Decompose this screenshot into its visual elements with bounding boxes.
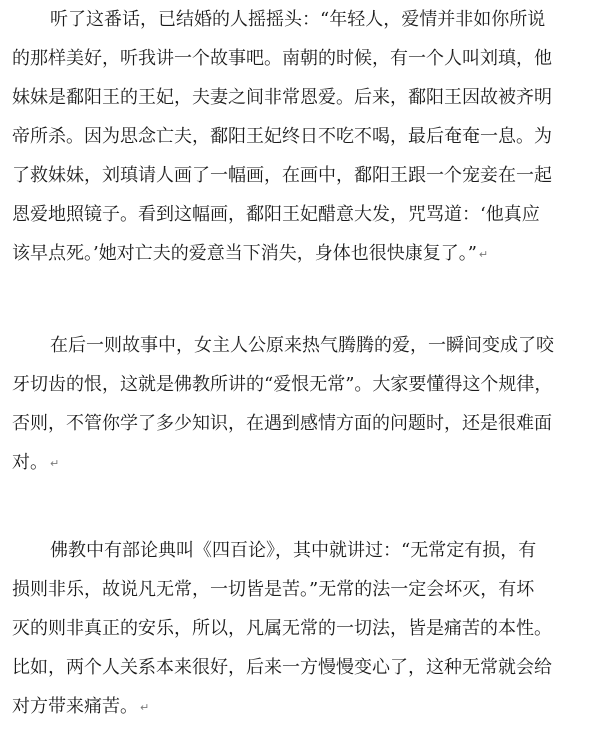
text-line [50, 540, 536, 562]
text-line [12, 696, 149, 719]
line-text: 否则，不管你学了多少知识，在遇到感情方面的问题时，还是很难面 [12, 413, 552, 434]
line-text: 对。 [12, 452, 48, 473]
text-line [12, 657, 552, 679]
text-line [50, 335, 554, 357]
paragraph-mark-icon: ↵ [50, 457, 60, 470]
line-text: 帝所杀。因为思念亡夫，鄱阳王妃终日不吃不喝，最后奄奄一息。为 [12, 126, 552, 147]
text-line [12, 87, 552, 109]
text-line [12, 48, 552, 70]
line-text: 比如，两个人关系本来很好，后来一方慢慢变心了，这种无常就会给 [12, 657, 552, 678]
line-text: 损则非乐，故说凡无常，一切皆是苦。”无常的法一定会坏灭，有坏 [12, 579, 535, 600]
text-line [12, 413, 552, 435]
paragraph-mark-icon: ↵ [478, 248, 489, 261]
line-text: 该早点死。’她对亡夫的爱意当下消失，身体也很快康复了。” [12, 243, 477, 264]
line-text: 佛教中有部论典叫《四百论》，其中就讲过：“无常定有损，有 [50, 540, 537, 561]
line-text: 灭的则非真正的安乐，所以，凡属无常的一切法，皆是痛苦的本性。 [12, 618, 552, 639]
line-text: 在后一则故事中，女主人公原来热气腾腾的爱，一瞬间变成了咬 [50, 335, 554, 356]
text-line [50, 9, 545, 31]
text-line [12, 618, 552, 640]
text-line [12, 165, 552, 187]
text-line [12, 126, 552, 148]
line-text: 牙切齿的恨，这就是佛教所讲的“爱恨无常”。大家要懂得这个规律， [12, 374, 553, 395]
text-line [12, 374, 552, 396]
line-text: 听了这番话，已结婚的人摇摇头：“年轻人，爱情并非如你所说 [50, 9, 546, 30]
text-line [12, 579, 534, 601]
line-text: 对方带来痛苦。 [12, 696, 138, 717]
line-text: 的那样美好，听我讲一个故事吧。南朝的时候，有一个人叫刘瑱，他 [12, 48, 552, 69]
line-text: 恩爱地照镜子。看到这幅画，鄱阳王妃醋意大发，咒骂道：‘他真应 [12, 204, 540, 225]
line-text: 了救妹妹，刘瑱请人画了一幅画，在画中，鄱阳王跟一个宠妾在一起 [12, 165, 552, 186]
text-line [12, 452, 59, 475]
paragraph-mark-icon: ↵ [140, 701, 150, 714]
text-line [12, 243, 488, 266]
text-line [12, 204, 540, 226]
line-text: 妹妹是鄱阳王的王妃，夫妻之间非常恩爱。后来，鄱阳王因故被齐明 [12, 87, 552, 108]
